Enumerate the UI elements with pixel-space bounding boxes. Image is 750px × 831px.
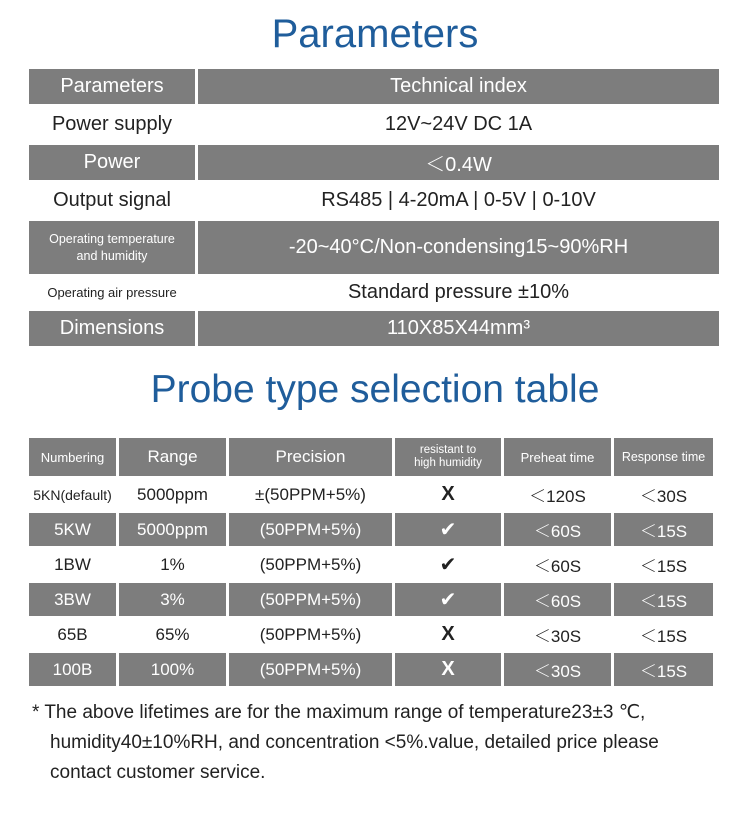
- probe-table-title: Probe type selection table: [150, 368, 600, 411]
- parameter-label: [29, 221, 195, 274]
- footnote-line: humidity40±10%RH, and concentration <5%.value, detailed price please: [50, 732, 659, 753]
- header-technical-index: Technical index: [198, 69, 719, 104]
- cell-numbering: 1BW: [54, 554, 91, 574]
- cell-numbering: 5KW: [29, 513, 116, 546]
- check-icon: ✔: [395, 583, 501, 616]
- parameter-value: Standard pressure ±10%: [347, 281, 570, 303]
- parameter-label-line1: Operating temperature: [49, 231, 175, 246]
- cell-numbering: 5KN(default): [33, 486, 112, 503]
- cell-precision: (50PPM+5%): [259, 554, 362, 574]
- cell-preheat: ＜30S: [504, 653, 611, 686]
- check-icon: ✔: [439, 554, 457, 576]
- cell-range: 100%: [119, 653, 226, 686]
- cell-precision: (50PPM+5%): [229, 513, 392, 546]
- cell-response: ＜15S: [639, 557, 688, 576]
- header-humid-line1: resistant to: [419, 444, 477, 456]
- parameter-value: ＜0.4W: [198, 145, 719, 180]
- cell-range: 3%: [119, 583, 226, 616]
- parameter-row-air-pressure: [29, 277, 719, 308]
- cell-preheat: ＜30S: [533, 627, 582, 646]
- table-row: [29, 548, 719, 581]
- probe-header-row: [29, 438, 719, 476]
- cell-preheat: ＜60S: [504, 583, 611, 616]
- probe-selection-table: [29, 438, 719, 688]
- parameter-label: Output signal: [53, 189, 171, 211]
- parameter-label: Power supply: [51, 113, 173, 135]
- parameter-row-power: [29, 145, 719, 180]
- table-row: [29, 653, 719, 686]
- parameters-table: [29, 69, 719, 349]
- cross-icon: X: [395, 653, 501, 686]
- parameter-label: Operating air pressure: [47, 285, 177, 300]
- cell-preheat: ＜120S: [529, 487, 586, 506]
- cell-response: ＜15S: [639, 627, 688, 646]
- parameter-row-power-supply: [29, 107, 719, 142]
- footnote-line: contact customer service.: [50, 762, 266, 783]
- header-numbering: Numbering: [29, 438, 116, 476]
- cell-numbering: 65B: [57, 624, 88, 644]
- cell-range: 65%: [155, 624, 190, 644]
- parameter-row-operating-temperature: [29, 221, 719, 274]
- cell-range: 5000ppm: [137, 484, 208, 504]
- cell-precision: (50PPM+5%): [229, 653, 392, 686]
- parameter-value: 12V~24V DC 1A: [384, 113, 533, 135]
- parameter-label: Dimensions: [29, 311, 195, 346]
- table-row: [29, 618, 719, 651]
- cell-response: ＜15S: [614, 653, 713, 686]
- parameter-value: 110X85X44mm³: [198, 311, 719, 346]
- table-row: [29, 478, 719, 511]
- parameter-label: Power: [29, 145, 195, 180]
- header-humid-line2: high humidity: [414, 457, 482, 469]
- table-row: [29, 583, 719, 616]
- cell-range: 1%: [160, 554, 185, 574]
- cell-precision: (50PPM+5%): [259, 624, 362, 644]
- cell-response: ＜15S: [614, 513, 713, 546]
- parameter-label-line2: and humidity: [76, 248, 148, 263]
- parameter-row-output-signal: [29, 183, 719, 218]
- cell-numbering: 100B: [29, 653, 116, 686]
- check-icon: ✔: [395, 513, 501, 546]
- parameters-title: Parameters: [271, 12, 479, 56]
- table-row: [29, 513, 719, 546]
- cell-preheat: ＜60S: [533, 557, 582, 576]
- header-response-time: Response time: [614, 438, 713, 476]
- cell-numbering: 3BW: [29, 583, 116, 616]
- header-preheat-time: Preheat time: [504, 438, 611, 476]
- cell-preheat: ＜60S: [504, 513, 611, 546]
- footnote-line: * The above lifetimes are for the maximum range of temperature23±3 ℃,: [32, 702, 646, 723]
- header-high-humidity: [395, 438, 501, 476]
- header-precision: Precision: [229, 438, 392, 476]
- cross-icon: X: [441, 623, 455, 645]
- cross-icon: X: [441, 483, 455, 505]
- parameter-row-dimensions: [29, 311, 719, 346]
- cell-response: ＜30S: [639, 487, 688, 506]
- header-parameters: Parameters: [29, 69, 195, 104]
- parameter-value: -20~40°C/Non-condensing15~90%RH: [198, 221, 719, 274]
- cell-response: ＜15S: [614, 583, 713, 616]
- header-range: Range: [119, 438, 226, 476]
- footnote: [32, 698, 732, 788]
- cell-precision: ±(50PPM+5%): [255, 484, 366, 504]
- parameter-value: RS485 | 4-20mA | 0-5V | 0-10V: [321, 189, 596, 211]
- parameters-header-row: [29, 69, 719, 104]
- cell-precision: (50PPM+5%): [229, 583, 392, 616]
- cell-range: 5000ppm: [119, 513, 226, 546]
